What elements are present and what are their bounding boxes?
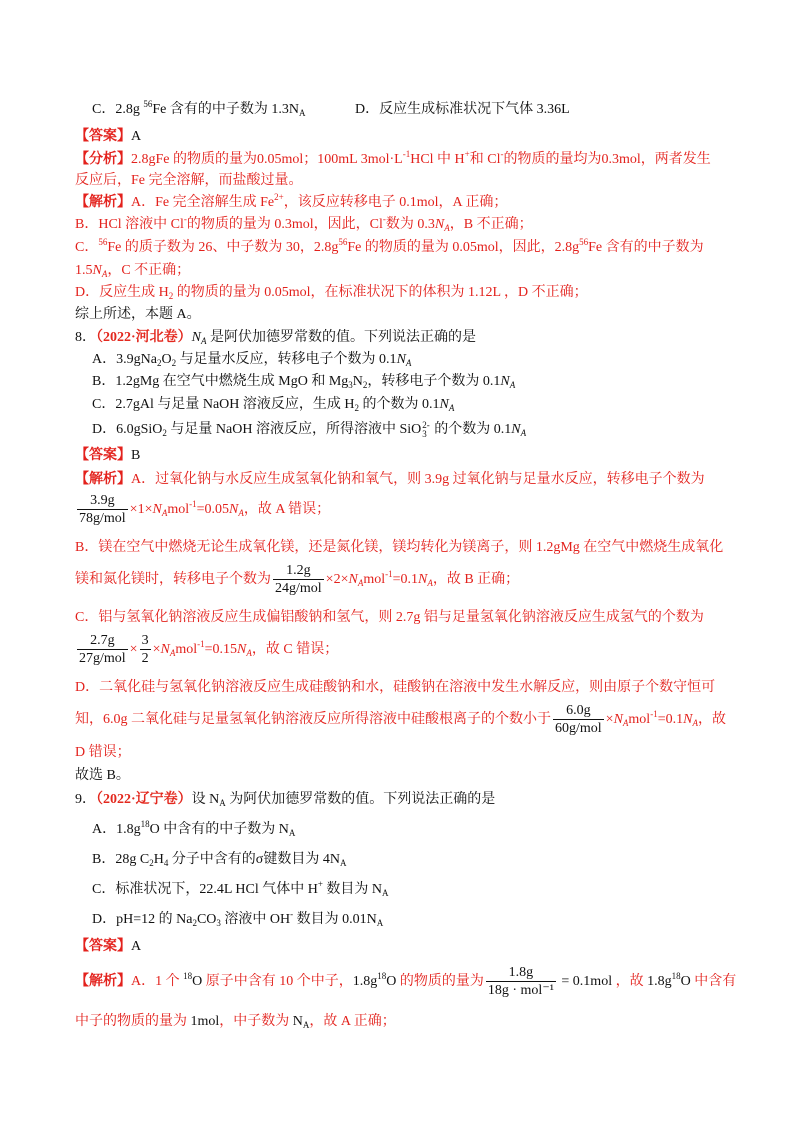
subscript: 2 [362,380,368,390]
text-run: mol [628,712,651,727]
text-run: N [500,374,510,389]
text-run: 故选 B。 [75,768,130,783]
text-run: 1mol [190,1014,220,1029]
q7-analysis-line [75,150,711,170]
superscript: - [500,149,504,159]
text-run: N [160,642,170,657]
text-run: D．6.0gSiO [92,422,163,437]
subscript: A [238,508,244,518]
text-run: A [131,939,142,954]
q8-option-b [92,372,515,392]
subscript: 4 [163,858,169,868]
text-run: 与足量水反应，转移电子个数为 0.1 [176,352,397,367]
fraction-denominator: 18g · mol⁻¹ [487,983,554,999]
text-run: 的物质的量为 0.05mol，在标准状况下的体积为 1.12L ，D 不正确； [173,285,588,300]
text-run: N [434,217,445,232]
superscript: 2+ [274,192,284,202]
fraction-numerator: 3.9g [77,492,128,510]
text-run: 1.5 [75,263,93,278]
q9-option-a [92,820,295,840]
q7-solution-b [75,215,533,235]
q8-answer-line [75,446,140,466]
fraction [486,964,556,999]
q9-answer-line [75,937,141,957]
superscript: - [183,214,187,224]
text-run: N [613,712,623,727]
text-run: 与足量 NaOH 溶液反应，所得溶液中 SiO [166,422,422,437]
text-run: Fe [152,102,167,117]
text-run: 反应后，Fe 完全溶解，而盐酸过量。 [75,173,303,188]
text-run: N [237,642,247,657]
text-run: B．1.2gMg 在空气中燃烧生成 MgO 和 Mg [92,374,349,389]
q7-solution-d [75,283,588,303]
text-run: N [418,572,428,587]
subscript: A [219,798,226,808]
superscript: 18 [183,971,193,981]
text-run: C． [75,240,99,255]
subscript: 2 [354,403,359,413]
q8-option-c [92,395,454,415]
q7-analysis-line [75,171,303,191]
q7-solution-a [75,193,507,213]
text-run: 中子的物质的量为 [75,1014,191,1029]
q8-solution-a [75,490,330,530]
text-run: D．反应生成标准状况下气体 3.36L [355,102,570,117]
text-run: N [348,572,358,587]
superscript: -1 [197,639,205,649]
q8-solution-b [75,538,723,558]
fraction [140,632,151,667]
q8-solution-b [75,560,519,600]
text-run: 9． [75,792,96,807]
text-run: D．反应生成 H [75,285,169,300]
subscript: A [509,380,516,390]
text-run: × [129,642,138,657]
text-run: ，B 不正确； [449,217,533,232]
text-run: D．pH=12 的 Na [92,912,193,927]
subscript: A [448,403,455,413]
superscript: 56 [98,237,108,247]
subscript: A [298,108,306,118]
text-run: C．标准状况下，22.4L HCl 气体中 H [92,882,318,897]
superscript: 18 [671,971,681,981]
subscript: A [382,888,389,898]
superscript: 18 [377,971,387,981]
text-run: D．二氧化硅与氢氧化钠溶液反应生成硅酸钠和水，硅酸钠在溶液中发生水解反应，则由原子个数守恒可 [75,680,716,695]
subscript: A [246,648,252,658]
text-run: B．HCl 溶液中 Cl [75,217,184,232]
subscript: 3 [348,380,353,390]
subscript: A [302,1020,310,1030]
q7-solution-c [75,238,704,258]
text-run: O 中含有的中子数为 N [149,822,289,837]
q8-solution-d [75,700,726,740]
text-run: B．28g C [92,852,150,867]
q8-stem [75,328,476,348]
fraction-denominator: 24g/mol [275,581,322,597]
q9-option-c [92,880,389,900]
text-run: ，故 [697,712,726,727]
text-run: O [680,974,691,989]
q9-solution-a [75,962,736,1002]
text-run: 镁和氮化镁时，转移电子个数为 [75,572,271,587]
section-label: 【分析】 [75,152,131,167]
text-run: ×1× [129,502,153,517]
q9-stem [75,790,495,810]
section-label: 【解析】 [75,472,131,487]
q8-solution-d [75,678,715,698]
text-run: 中含有 [690,974,737,989]
text-run: ，故 C 错误； [251,642,339,657]
text-run: C．铝与氢氧化钠溶液反应生成偏铝酸钠和氢气，则 2.7g 铝与足量氢氧化钠溶液反应生成氢气的个数为 [75,610,704,625]
text-run: O [386,974,397,989]
text-run: C．2.8g [92,102,144,117]
subscript: A [288,828,296,838]
subscript: 2 [149,858,154,868]
subscript: 3 [216,918,221,928]
text-run: 原子中含有 10 个中子， [202,974,353,989]
question-source: （2022·辽宁卷） [96,792,192,807]
text-run: 的物质的量为 0.3mol，因此，Cl [186,217,383,232]
q8-solution-d [75,743,131,763]
superscript: -1 [189,499,197,509]
text-run: 数目为 0.01N [293,912,377,927]
superscript: 56 [143,99,153,109]
text-run: 的物质的量为 [396,974,484,989]
text-run: A．Fe 完全溶解生成 Fe [131,195,275,210]
text-run: Fe 的质子数为 26、中子数为 30，2.8g [107,240,339,255]
text-run: 溶液中 OH [220,912,291,927]
text-run: =0.05 [196,502,229,517]
text-run: 知，6.0g 二氧化硅与足量氢氧化钠溶液反应所得溶液中硅酸根离子的个数小于 [75,712,551,727]
superscript: 2- [422,419,430,430]
text-run: 2.8gFe 的物质的量为0.05mol；100mL 3mol·L [131,152,403,167]
text-run: ，该反应转移电子 0.1mol，A 正确； [283,195,508,210]
subscript: A [427,578,433,588]
text-run: 数为 0.3 [385,217,435,232]
text-run: C．2.7gAl 与足量 NaOH 溶液反应，生成 H [92,397,355,412]
text-run: 1.8g [352,974,378,989]
subscript: A [339,858,347,868]
superscript: 56 [338,237,348,247]
superscript: -1 [385,569,393,579]
subscript: A [405,358,412,368]
subscript: A [622,718,629,728]
text-run: N [229,502,239,517]
superscript: -1 [650,709,658,719]
text-run: =0.15 [204,642,238,657]
fraction-numerator: 2.7g [77,632,128,650]
text-run: N [292,1014,303,1029]
q8-solution-a [75,470,705,490]
fraction-denominator: 78g/mol [79,511,126,527]
fraction-numerator: 1.2g [273,562,324,580]
q7-summary [75,305,201,325]
text-run: A．3.9gNa [92,352,157,367]
subscript: A [357,578,364,588]
text-run: 8． [75,330,96,345]
text-run: 是阿伏加德罗常数的值。下列说法正确的是 [206,330,477,345]
text-run: =0.1 [657,712,684,727]
text-run: Fe 含有的中子数为 [588,240,704,255]
ion-charge-stack [422,421,430,439]
text-run: ，故 B 正确； [432,572,520,587]
text-run: N [439,397,449,412]
text-run: × [605,712,614,727]
superscript: + [317,879,323,889]
subscript: A [201,336,207,346]
text-run: N [683,712,693,727]
fraction [273,562,324,597]
text-run: 的物质的量均为0.3mol，两者发生 [503,152,711,167]
text-run: ，中子数为 [219,1014,293,1029]
text-run: O [161,352,172,367]
text-run: × [152,642,161,657]
text-run: 1.8g [647,974,672,989]
text-run: 综上所述，本题 A。 [75,307,201,322]
text-run: 设 N [191,792,220,807]
q8-solution-c [75,630,338,670]
q7-option-d [355,100,570,120]
fraction [77,492,128,527]
fraction-numerator: 1.8g [486,964,556,982]
superscript: 56 [579,237,589,247]
section-label: 【解析】 [75,974,131,989]
text-run: mol [175,642,198,657]
q8-conclusion [75,766,130,786]
subscript: A [101,269,108,279]
text-run: CO [196,912,217,927]
text-run: HCl 中 H [410,152,465,167]
subscript: A [444,223,450,233]
q7-solution-c [75,261,190,281]
text-run: mol [363,572,386,587]
section-label: 【解析】 [75,195,131,210]
text-run: ，故 A 正确； [309,1014,396,1029]
text-run: N [92,263,102,278]
text-run: ，C 不正确； [107,263,191,278]
q9-option-d [92,910,383,930]
q8-option-a [92,350,411,370]
subscript: A [376,918,384,928]
fraction-denominator: 2 [141,651,149,667]
text-run: H [153,852,164,867]
text-run: A [131,129,142,144]
subscript: 2 [192,918,197,928]
text-run: 含有的中子数为 1.3N [166,102,299,117]
subscript: 2 [168,291,174,301]
text-run: mol [167,502,190,517]
text-run: B．镁在空气中燃烧无论生成氧化镁，还是氮化镁，镁均转化为镁离子，则 1.2gMg 在空气中燃烧生成氧化 [75,540,724,555]
question-source: （2022·河北卷） [96,330,192,345]
q7-option-c [92,100,305,120]
text-run: Fe 的物质的量为 0.05mol，因此，2.8g [347,240,580,255]
subscript: 2 [171,358,177,368]
text-run: ×2× [325,572,349,587]
section-label: 【答案】 [75,448,131,463]
section-label: 【答案】 [75,129,131,144]
q8-option-d [92,420,526,440]
subscript: 2 [162,428,167,438]
text-run: ，转移电子个数为 0.1 [367,374,501,389]
superscript: + [464,149,470,159]
superscript: -1 [402,149,411,159]
text-run: =0.1 [392,572,418,587]
fraction-numerator: 6.0g [553,702,604,720]
text-run: N [352,374,363,389]
text-run: = 0.1mol [557,974,613,989]
text-run: A．1 个 [131,974,184,989]
text-run: D 错误； [75,745,131,760]
text-run: N [152,502,162,517]
subscript: A [692,718,698,728]
q9-option-b [92,850,346,870]
fraction [553,702,604,737]
text-run: ，故 A 错误； [243,502,331,517]
q8-solution-c [75,608,704,628]
subscript: 2 [156,358,162,368]
subscript: A [161,508,168,518]
text-run: O [192,974,203,989]
text-run: N [511,422,521,437]
text-run: ，故 [612,974,648,989]
subscript: 3 [422,428,427,439]
text-run: N [191,330,202,345]
text-run: 数目为 N [322,882,383,897]
fraction-denominator: 27g/mol [79,651,126,667]
superscript: - [382,214,386,224]
section-label: 【答案】 [75,939,131,954]
q7-answer-line [75,127,141,147]
text-run: 和 Cl [469,152,501,167]
q9-solution-a [75,1012,396,1032]
text-run: N [396,352,406,367]
text-run: A．1.8g [92,822,141,837]
text-run: A．过氧化钠与水反应生成氢氧化钠和氧气，则 3.9g 过氧化钠与足量水反应，转移电子个数为 [131,472,705,487]
fraction-denominator: 60g/mol [555,721,602,737]
text-run: 分子中含有的σ键数目为 4N [168,852,340,867]
subscript: A [520,428,527,438]
subscript: A [169,648,176,658]
superscript: 18 [140,819,150,829]
text-run: 为阿伏加德罗常数的值。下列说法正确的是 [225,792,496,807]
text-run: 的个数为 0.1 [430,422,512,437]
fraction [77,632,128,667]
superscript: - [290,909,294,919]
text-run: B [131,448,141,463]
fraction-numerator: 3 [141,633,149,649]
text-run: 的个数为 0.1 [359,397,440,412]
